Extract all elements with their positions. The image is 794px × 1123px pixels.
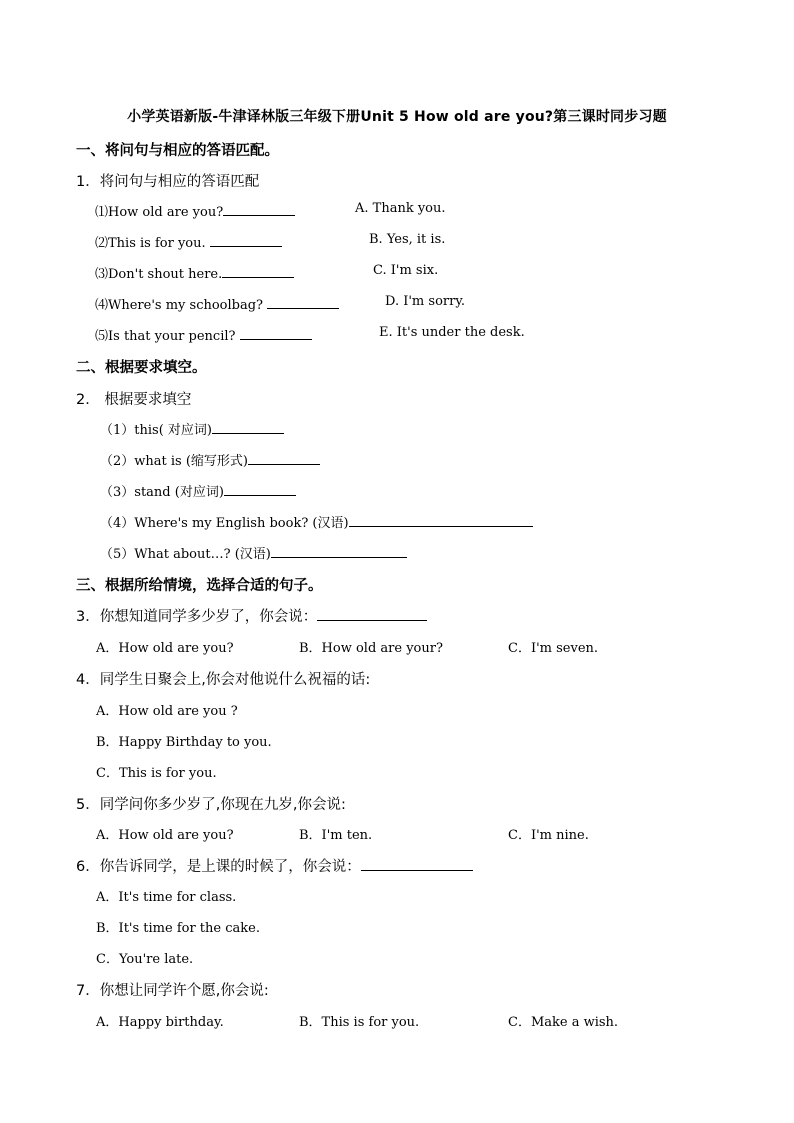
answer-blank[interactable]: [222, 265, 294, 278]
page-title: 小学英语新版-牛津译林版三年级下册Unit 5 How old are you?第三课时同步习题: [127, 109, 667, 125]
section-heading-1: 一、将问句与相应的答语匹配。: [76, 143, 279, 159]
answer-blank[interactable]: [212, 421, 284, 434]
q6-option-b[interactable]: B．It's time for the cake.: [96, 921, 260, 936]
question-6-text: 6．你告诉同学，是上课的时候了，你会说：: [76, 859, 361, 875]
answer-blank[interactable]: [210, 234, 282, 247]
q3-option-a[interactable]: A．How old are you?: [96, 641, 234, 656]
q5-option-c[interactable]: C．I'm nine.: [508, 828, 589, 843]
match-question-text: ⑶Don't shout here.: [95, 267, 223, 282]
answer-blank[interactable]: [271, 545, 407, 558]
match-question-text: ⑴How old are you?: [95, 205, 224, 220]
match-answer-b: B. Yes, it is.: [369, 232, 446, 247]
fill-item-text: （4）Where's my English book? (汉语): [100, 516, 349, 531]
q4-option-c[interactable]: C．This is for you.: [96, 766, 217, 781]
answer-blank[interactable]: [361, 857, 473, 871]
question-7-header: 7．你想让同学许个愿,你会说:: [76, 983, 269, 999]
match-question-text: ⑵This is for you.: [95, 236, 206, 251]
q7-option-c[interactable]: C．Make a wish.: [508, 1015, 619, 1030]
fill-item-3: [100, 481, 296, 500]
match-answer-c: C. I'm six.: [373, 263, 439, 278]
answer-blank[interactable]: [349, 514, 533, 527]
fill-item-1: [100, 419, 284, 438]
match-question-text: ⑸Is that your pencil?: [95, 329, 236, 344]
question-5-header: 5．同学问你多少岁了,你现在九岁,你会说:: [76, 797, 346, 813]
match-answer-d: D. I'm sorry.: [385, 294, 466, 309]
q7-option-b[interactable]: B．This is for you.: [299, 1015, 420, 1030]
fill-item-text: （2）what is (缩写形式): [100, 454, 248, 469]
fill-item-5: [100, 543, 407, 562]
answer-blank[interactable]: [267, 296, 339, 309]
q6-option-c[interactable]: C．You're late.: [96, 952, 194, 967]
match-answer-a: A. Thank you.: [355, 201, 446, 216]
fill-item-2: [100, 450, 320, 469]
q3-option-c[interactable]: C．I'm seven.: [508, 641, 599, 656]
q4-option-a[interactable]: A．How old are you ?: [96, 704, 238, 719]
fill-item-text: （5）What about…? (汉语): [100, 547, 271, 562]
question-6-header: [76, 855, 473, 876]
fill-item-text: （3）stand (对应词): [100, 485, 224, 500]
question-1-header: 1．将问句与相应的答语匹配: [76, 174, 260, 190]
section-heading-2: 二、根据要求填空。: [76, 360, 207, 376]
q7-option-a[interactable]: A．Happy birthday.: [96, 1015, 224, 1030]
answer-blank[interactable]: [317, 607, 427, 621]
answer-blank[interactable]: [223, 203, 295, 216]
match-question-3: [95, 263, 294, 282]
match-question-4: [95, 294, 339, 313]
answer-blank[interactable]: [240, 327, 312, 340]
match-question-1: [95, 201, 295, 220]
question-3-text: 3．你想知道同学多少岁了，你会说：: [76, 609, 318, 625]
fill-item-text: （1）this( 对应词): [100, 423, 212, 438]
fill-item-4: [100, 512, 533, 531]
q4-option-b[interactable]: B．Happy Birthday to you.: [96, 735, 272, 750]
q3-option-b[interactable]: B．How old are your?: [299, 641, 443, 656]
match-question-5: [95, 325, 312, 344]
match-answer-e: E. It's under the desk.: [379, 325, 525, 340]
q6-option-a[interactable]: A．It's time for class.: [96, 890, 237, 905]
question-3-header: [76, 605, 427, 626]
match-question-2: [95, 232, 282, 251]
question-2-header: 2． 根据要求填空: [76, 392, 192, 408]
answer-blank[interactable]: [248, 452, 320, 465]
section-heading-3: 三、根据所给情境，选择合适的句子。: [76, 578, 323, 594]
q5-option-a[interactable]: A．How old are you?: [96, 828, 234, 843]
q5-option-b[interactable]: B．I'm ten.: [299, 828, 373, 843]
question-4-header: 4．同学生日聚会上,你会对他说什么祝福的话:: [76, 672, 371, 688]
match-question-text: ⑷Where's my schoolbag?: [95, 298, 264, 313]
answer-blank[interactable]: [224, 483, 296, 496]
